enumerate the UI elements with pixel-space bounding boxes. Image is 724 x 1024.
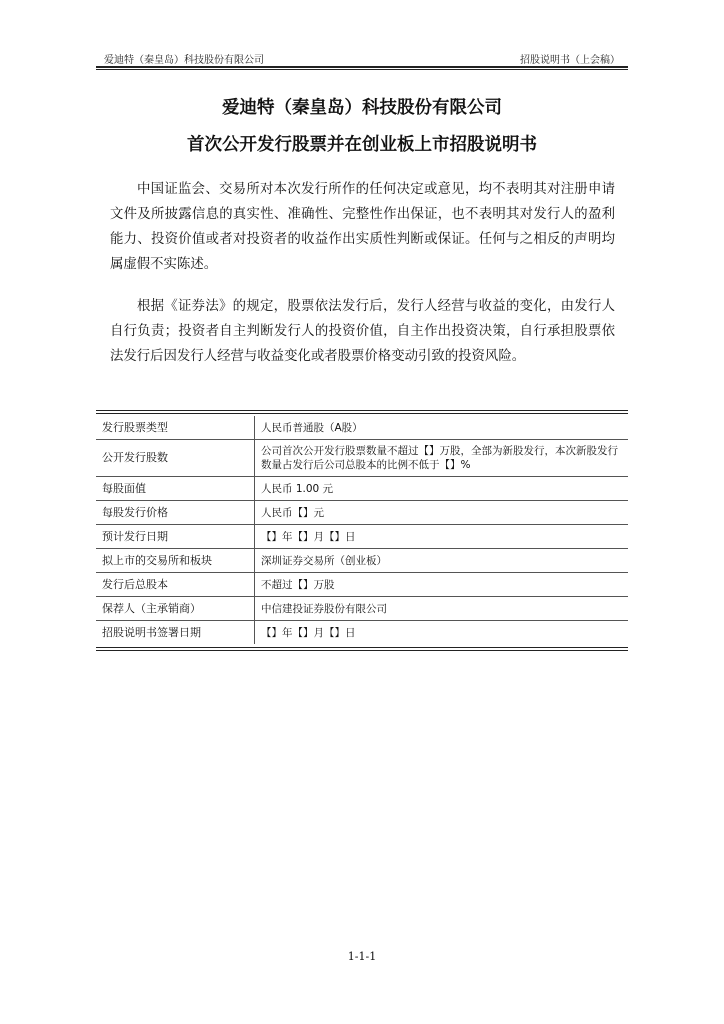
row-label-exchange: 拟上市的交易所和板块 xyxy=(96,549,255,573)
table-row xyxy=(96,440,628,477)
table-row xyxy=(96,416,628,440)
header-document-name: 招股说明书（上会稿） xyxy=(520,55,620,66)
header-company-name: 爱迪特（秦皇岛）科技股份有限公司 xyxy=(104,55,264,66)
table-row xyxy=(96,525,628,549)
row-value-par-value: 人民币 1.00 元 xyxy=(255,477,629,501)
table-row xyxy=(96,597,628,621)
table-row xyxy=(96,549,628,573)
row-label-sign-date: 招股说明书签署日期 xyxy=(96,621,255,645)
row-label-shares-offered: 公开发行股数 xyxy=(96,440,255,477)
row-label-issue-date: 预计发行日期 xyxy=(96,525,255,549)
row-value-total-shares: 不超过【】万股 xyxy=(255,573,629,597)
disclaimer-paragraph-2: 根据《证券法》的规定，股票依法发行后，发行人经营与收益的变化，由发行人自行负责；投资者自主判断发行人的投资价值，自主作出投资决策，自行承担股票依法发行后因发行人经营与收益变化或者股票价格变动引致的投资风险。 xyxy=(110,299,615,364)
table-top-rule-1 xyxy=(96,410,628,411)
page-header xyxy=(96,49,628,67)
offering-info-table xyxy=(96,416,628,644)
row-value-issue-date: 【】年【】月【】日 xyxy=(255,525,629,549)
row-value-issue-price: 人民币【】元 xyxy=(255,501,629,525)
table-row xyxy=(96,501,628,525)
row-label-sponsor: 保荐人（主承销商） xyxy=(96,597,255,621)
page-number: 1-1-1 xyxy=(347,950,377,963)
header-rule-thin xyxy=(96,69,628,70)
row-label-issue-price: 每股发行价格 xyxy=(96,501,255,525)
header-rule-thick xyxy=(96,66,628,68)
table-row xyxy=(96,621,628,645)
row-label-stock-type: 发行股票类型 xyxy=(96,416,255,440)
row-label-par-value: 每股面值 xyxy=(96,477,255,501)
document-title: 首次公开发行股票并在创业板上市招股说明书 xyxy=(187,135,537,155)
row-value-sign-date: 【】年【】月【】日 xyxy=(261,626,356,639)
table-row xyxy=(96,573,628,597)
row-value-shares-offered: 公司首次公开发行股票数量不超过【】万股，全部为新股发行，本次新股发行数量占发行后公司总股本的比例不低于【】% xyxy=(255,440,629,477)
row-value-sponsor: 中信建投证券股份有限公司 xyxy=(255,597,629,621)
table-bottom-rule-1 xyxy=(96,647,628,648)
disclaimer-paragraph-1: 中国证监会、交易所对本次发行所作的任何决定或意见，均不表明其对注册申请文件及所披露信息的真实性、准确性、完整性作出保证，也不表明其对发行人的盈利能力、投资价值或者对投资者的收益作出实质性判断或保证。任何与之相反的声明均属虚假不实陈述。 xyxy=(110,182,615,272)
table-top-rule-2 xyxy=(96,413,628,414)
row-value-stock-type: 人民币普通股（A股） xyxy=(255,416,629,440)
company-title: 爱迪特（秦皇岛）科技股份有限公司 xyxy=(222,98,502,118)
table-bottom-rule-2 xyxy=(96,650,628,651)
row-value-exchange: 深圳证券交易所（创业板） xyxy=(255,549,629,573)
table-row xyxy=(96,477,628,501)
row-label-total-shares: 发行后总股本 xyxy=(96,573,255,597)
